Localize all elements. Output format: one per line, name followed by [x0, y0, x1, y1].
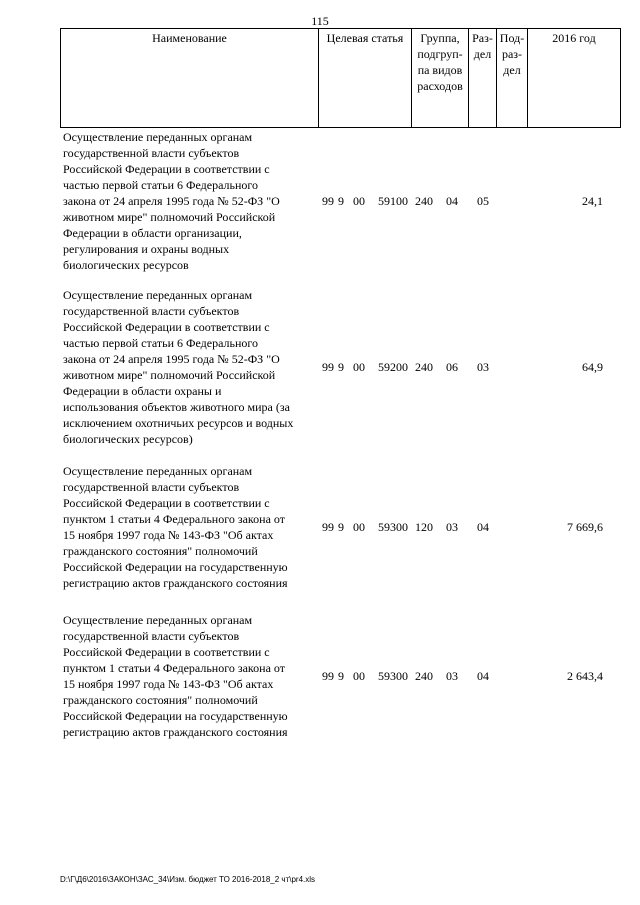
- amount: 24,1: [582, 194, 603, 208]
- section: 03: [446, 669, 458, 683]
- target-code-part: 00: [353, 360, 365, 374]
- subsection: 05: [477, 194, 489, 208]
- target-code-part: 9: [338, 520, 344, 534]
- target-code-part: 99: [322, 520, 334, 534]
- target-code-part: 99: [322, 669, 334, 683]
- row-name: Осуществление переданных органам государственной власти субъектов Российской Федерации в соответствии с частью первой статьи 6 Федерального закона от 24 апреля 1995 года № 52-ФЗ "О животном мире" полномочий Российской Федерации в области организации, регулирования и охраны водных биологических ресурсов: [63, 130, 280, 272]
- row-name: Осуществление переданных органам государственной власти субъектов Российской Федерации в соответствии с пунктом 1 статьи 4 Федерального закона от 15 ноября 1997 года № 143-ФЗ "Об актах гражданского состояния" полномочий Российской Федерации на государственную регистрацию актов гражданского состояния: [63, 613, 288, 739]
- file-path-footer: D:\Г\Д6\2016\ЗАКОН\ЗАС_34\Изм. бюджет ТО 2016-2018_2 чт\pr4.xls: [60, 875, 316, 884]
- target-code-part: 9: [338, 360, 344, 374]
- table-header: [60, 28, 621, 128]
- target-code-part: 59300: [378, 669, 408, 683]
- expense-group: 240: [415, 360, 433, 374]
- target-code-part: 99: [322, 194, 334, 208]
- amount: 7 669,6: [567, 520, 603, 534]
- expense-group: 240: [415, 669, 433, 683]
- header-subsection: Под- раз- дел: [497, 29, 528, 127]
- section: 04: [446, 194, 458, 208]
- row-name: Осуществление переданных органам государственной власти субъектов Российской Федерации в соответствии с пунктом 1 статьи 4 Федерального закона от 15 ноября 1997 года № 143-ФЗ "Об актах гражданского состояния" полномочий Российской Федерации на государственную регистрацию актов гражданского состояния: [63, 464, 288, 590]
- header-section: Раз- дел: [469, 29, 497, 127]
- target-code-part: 00: [353, 194, 365, 208]
- section: 06: [446, 360, 458, 374]
- subsection: 04: [477, 520, 489, 534]
- header-year: 2016 год: [528, 29, 621, 127]
- target-code-part: 59100: [378, 194, 408, 208]
- expense-group: 120: [415, 520, 433, 534]
- target-code-part: 99: [322, 360, 334, 374]
- header-name: Наименование: [61, 29, 319, 127]
- target-code-part: 59200: [378, 360, 408, 374]
- section: 03: [446, 520, 458, 534]
- amount: 2 643,4: [567, 669, 603, 683]
- amount: 64,9: [582, 360, 603, 374]
- expense-group: 240: [415, 194, 433, 208]
- header-target-article: Целевая статья: [319, 29, 412, 127]
- subsection: 04: [477, 669, 489, 683]
- target-code-part: 59300: [378, 520, 408, 534]
- target-code-part: 9: [338, 669, 344, 683]
- page-number: 115: [311, 14, 329, 28]
- row-name: Осуществление переданных органам государственной власти субъектов Российской Федерации в соответствии с частью первой статьи 6 Федерального закона от 24 апреля 1995 года № 52-ФЗ "О животном мире" полномочий Российской Федерации в области охраны и использования объектов животного мира (за исключением охотничьих ресурсов и водных биологических ресурсов): [63, 288, 294, 446]
- target-code-part: 9: [338, 194, 344, 208]
- target-code-part: 00: [353, 669, 365, 683]
- target-code-part: 00: [353, 520, 365, 534]
- header-expense-group: Группа, подгруп- па видов расходов: [412, 29, 469, 127]
- subsection: 03: [477, 360, 489, 374]
